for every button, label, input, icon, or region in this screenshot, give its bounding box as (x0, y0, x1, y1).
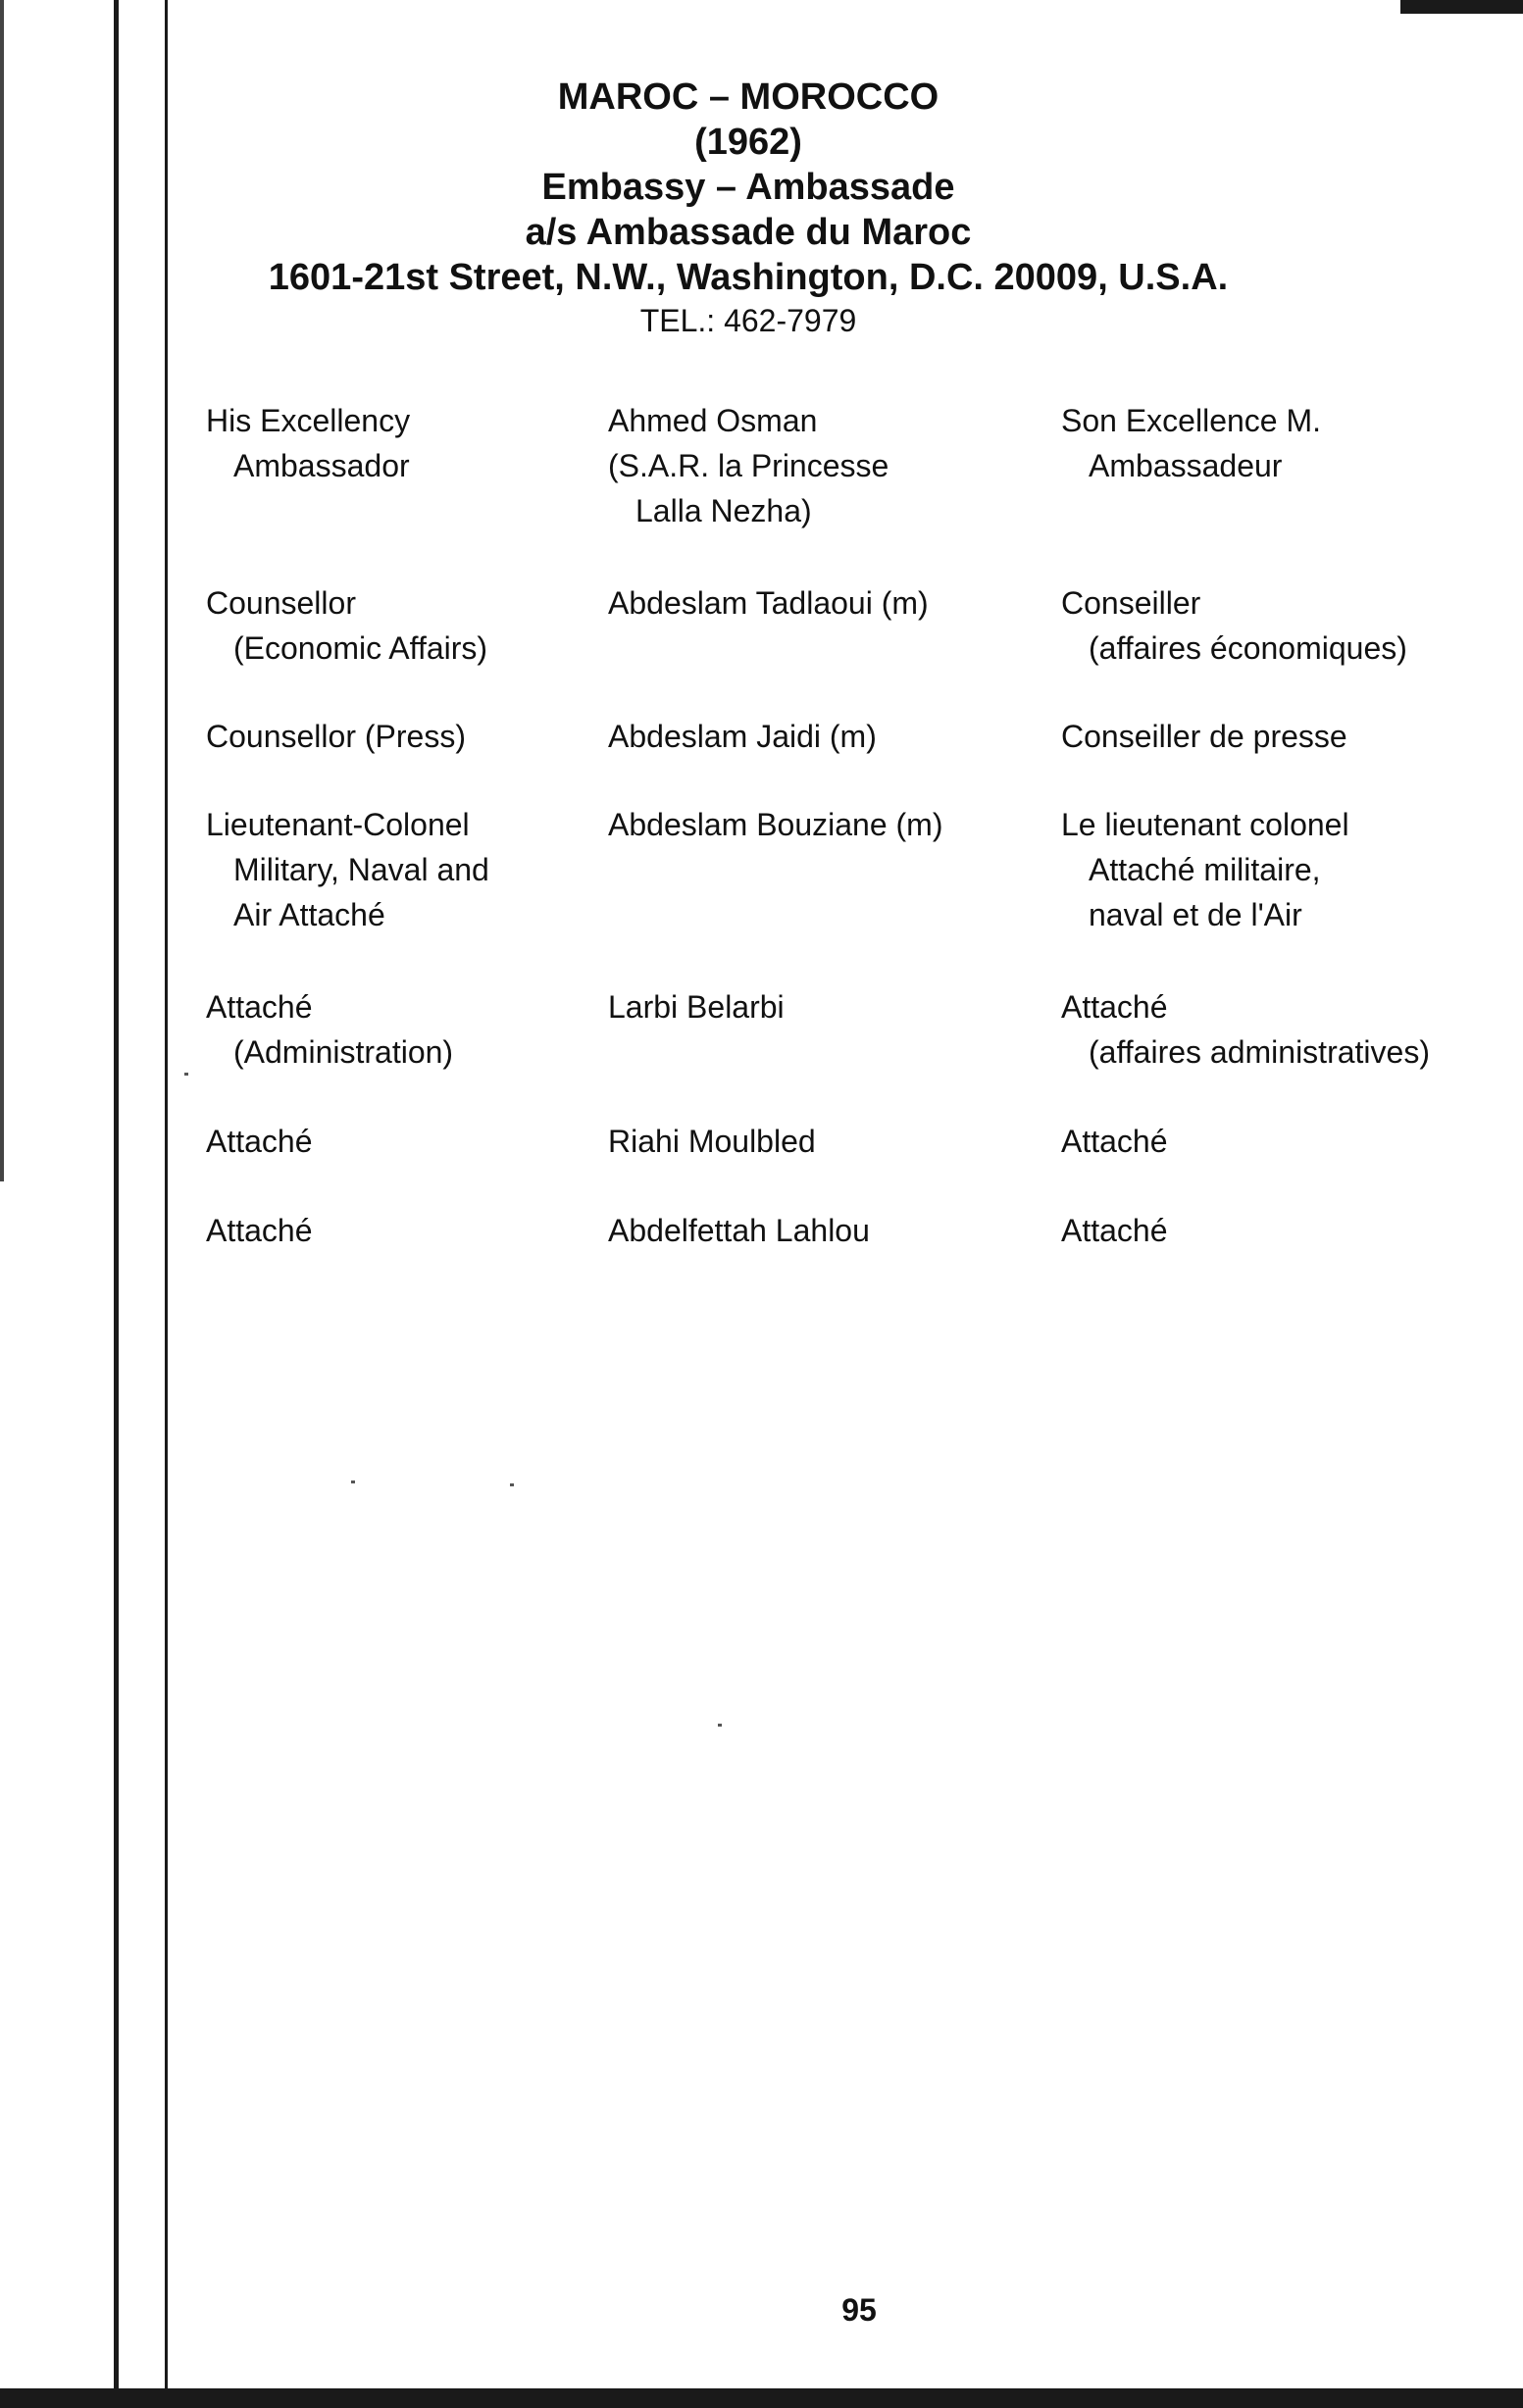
telephone-line: TEL.: 462-7979 (639, 303, 857, 338)
english-title (206, 580, 487, 671)
french-title-line: Ambassadeur (1089, 448, 1283, 483)
staff-name (608, 398, 888, 533)
english-title-line: Counsellor (Press) (206, 719, 466, 754)
english-title-line: Ambassador (233, 448, 410, 483)
staff-name (608, 802, 942, 847)
scan-speck (718, 1724, 722, 1727)
french-title (1061, 984, 1430, 1075)
english-title (206, 984, 453, 1075)
french-title (1061, 398, 1321, 488)
french-title-line: Attaché (1061, 989, 1168, 1025)
english-title-line: Lieutenant-Colonel (206, 807, 470, 842)
year-established: (1962) (694, 122, 802, 163)
english-title (206, 1208, 313, 1253)
french-title-line: (affaires administratives) (1089, 1034, 1430, 1070)
staff-name (608, 580, 929, 626)
french-title (1061, 1208, 1168, 1253)
scan-speck (351, 1480, 355, 1483)
english-title (206, 802, 489, 937)
scan-speck (510, 1483, 514, 1486)
staff-name-line: Larbi Belarbi (608, 989, 785, 1025)
french-title-line: Le lieutenant colonel (1061, 807, 1349, 842)
staff-name-line: Riahi Moulbled (608, 1124, 816, 1159)
staff-name (608, 1208, 870, 1253)
english-title-line: Attaché (206, 1124, 313, 1159)
page-number: 95 (841, 2292, 877, 2328)
staff-name (608, 984, 785, 1029)
english-title-line: Military, Naval and (233, 852, 489, 887)
care-of-line: a/s Ambassade du Maroc (525, 212, 972, 253)
staff-name-line: Abdelfettah Lahlou (608, 1213, 870, 1248)
english-title-line: Attaché (206, 1213, 313, 1248)
french-title-line: Attaché (1061, 1124, 1168, 1159)
staff-name-line: Abdeslam Tadlaoui (m) (608, 585, 929, 621)
staff-name-line: Abdeslam Jaidi (m) (608, 719, 877, 754)
english-title-line: (Economic Affairs) (233, 630, 488, 666)
staff-name-line: Ahmed Osman (608, 403, 818, 438)
french-title (1061, 714, 1347, 759)
english-title-line: Attaché (206, 989, 313, 1025)
french-title-line: Conseiller (1061, 585, 1201, 621)
french-title (1061, 802, 1349, 937)
french-title-line: Conseiller de presse (1061, 719, 1347, 754)
french-title-line: (affaires économiques) (1089, 630, 1407, 666)
staff-name (608, 714, 877, 759)
scan-speck (184, 1073, 188, 1076)
address-line: 1601-21st Street, N.W., Washington, D.C. 20009, U.S.A. (268, 257, 1229, 298)
french-title-line: Attaché (1061, 1213, 1168, 1248)
french-title-line: naval et de l'Air (1089, 897, 1302, 932)
french-title-line: Attaché militaire, (1089, 852, 1321, 887)
staff-name (608, 1119, 816, 1164)
staff-name-line: Lalla Nezha) (635, 493, 812, 528)
staff-name-line: (S.A.R. la Princesse (608, 448, 889, 483)
french-title-line: Son Excellence M. (1061, 403, 1322, 438)
directory-header (168, 75, 1329, 341)
binding-inner-line (165, 0, 168, 2408)
english-title (206, 398, 410, 488)
english-title (206, 714, 466, 759)
country-heading: MAROC – MOROCCO (557, 76, 939, 118)
english-title-line: (Administration) (233, 1034, 454, 1070)
english-title (206, 1119, 313, 1164)
scan-top-edge (1400, 0, 1523, 14)
scan-bottom-edge (0, 2388, 1523, 2408)
english-title-line: His Excellency (206, 403, 411, 438)
french-title (1061, 580, 1407, 671)
english-title-line: Counsellor (206, 585, 356, 621)
french-title (1061, 1119, 1168, 1164)
english-title-line: Air Attaché (233, 897, 385, 932)
staff-name-line: Abdeslam Bouziane (m) (608, 807, 943, 842)
binding-edge-line (114, 0, 119, 2408)
scan-left-edge (0, 0, 4, 1181)
office-type: Embassy – Ambassade (541, 167, 955, 208)
